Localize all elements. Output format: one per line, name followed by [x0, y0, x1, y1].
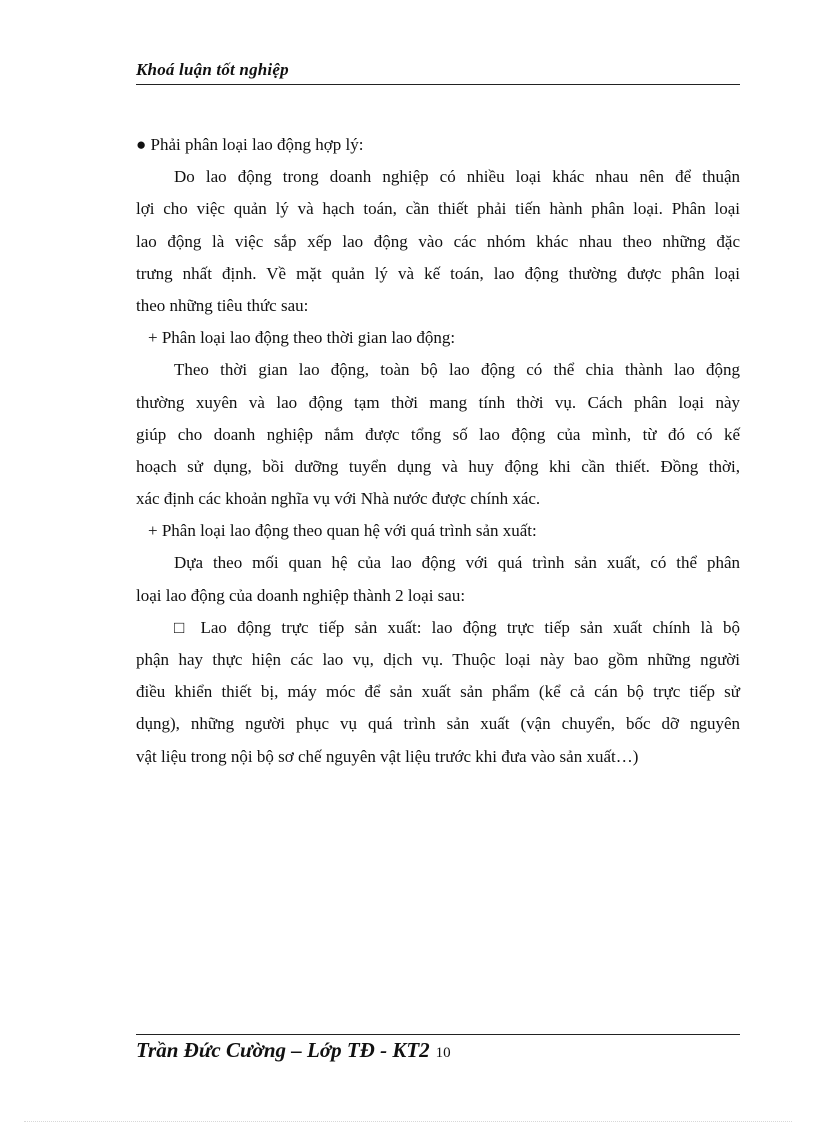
page-number: 10: [435, 1045, 451, 1061]
paragraph-line: Do lao động trong doanh nghiệp có nhiều loại khác nhau nên để thuận: [174, 167, 740, 187]
header-divider: [136, 84, 740, 85]
paragraph-line: loại lao động của doanh nghiệp thành 2 loại sau:: [136, 585, 466, 605]
subheading-time-classification: + Phân loại lao động theo thời gian lao động:: [148, 328, 456, 348]
footer: [136, 1038, 451, 1063]
paragraph-line: dụng), những người phục vụ quá trình sản xuất (vận chuyển, bốc dỡ nguyên: [136, 714, 740, 734]
body-text: [136, 129, 740, 773]
paragraph-line: vật liệu trong nội bộ sơ chế nguyên vật liệu trước khi đưa vào sản xuất…): [136, 746, 639, 766]
paragraph-line: điều khiển thiết bị, máy móc để sản xuất sản phẩm (kể cả cán bộ trực tiếp sử: [136, 682, 740, 702]
footer-divider: [136, 1034, 740, 1035]
paragraph-line: lao động là việc sắp xếp lao động vào các nhóm khác nhau theo những đặc: [136, 231, 740, 251]
paragraph-line: trưng nhất định. Về mặt quản lý và kế toán, lao động thường được phân loại: [136, 263, 740, 283]
header-title: Khoá luận tốt nghiệp: [136, 60, 289, 79]
bullet-heading: ● Phải phân loại lao động hợp lý:: [136, 135, 364, 154]
paragraph-line: Theo thời gian lao động, toàn bộ lao động có thể chia thành lao động: [174, 360, 740, 380]
subheading-production-relation: + Phân loại lao động theo quan hệ với quá trình sản xuất:: [148, 521, 537, 541]
paragraph-line: □ Lao động trực tiếp sản xuất: lao động trực tiếp sản xuất chính là bộ: [174, 617, 740, 637]
paragraph-line: phận hay thực hiện các lao vụ, dịch vụ. Thuộc loại này bao gồm những người: [136, 650, 740, 669]
paragraph-line: theo những tiêu thức sau:: [136, 295, 309, 315]
paragraph-line: hoạch sử dụng, bồi dưỡng tuyển dụng và huy động khi cần thiết. Đồng thời,: [136, 456, 740, 476]
paragraph-line: giúp cho doanh nghiệp nắm được tổng số lao động của mình, từ đó có kế: [136, 424, 740, 444]
footer-author: Trần Đức Cường – Lớp TĐ - KT2: [136, 1038, 430, 1062]
paragraph-line: thường xuyên và lao động tạm thời mang tính thời vụ. Cách phân loại này: [136, 392, 740, 412]
paragraph-line: lợi cho việc quản lý và hạch toán, cần thiết phải tiến hành phân loại. Phân loại: [136, 199, 740, 219]
paragraph-line: xác định các khoản nghĩa vụ với Nhà nước được chính xác.: [136, 489, 541, 509]
paragraph-line: Dựa theo mối quan hệ của lao động với quá trình sản xuất, có thể phân: [174, 553, 740, 573]
page-bottom-border: [24, 1121, 792, 1122]
